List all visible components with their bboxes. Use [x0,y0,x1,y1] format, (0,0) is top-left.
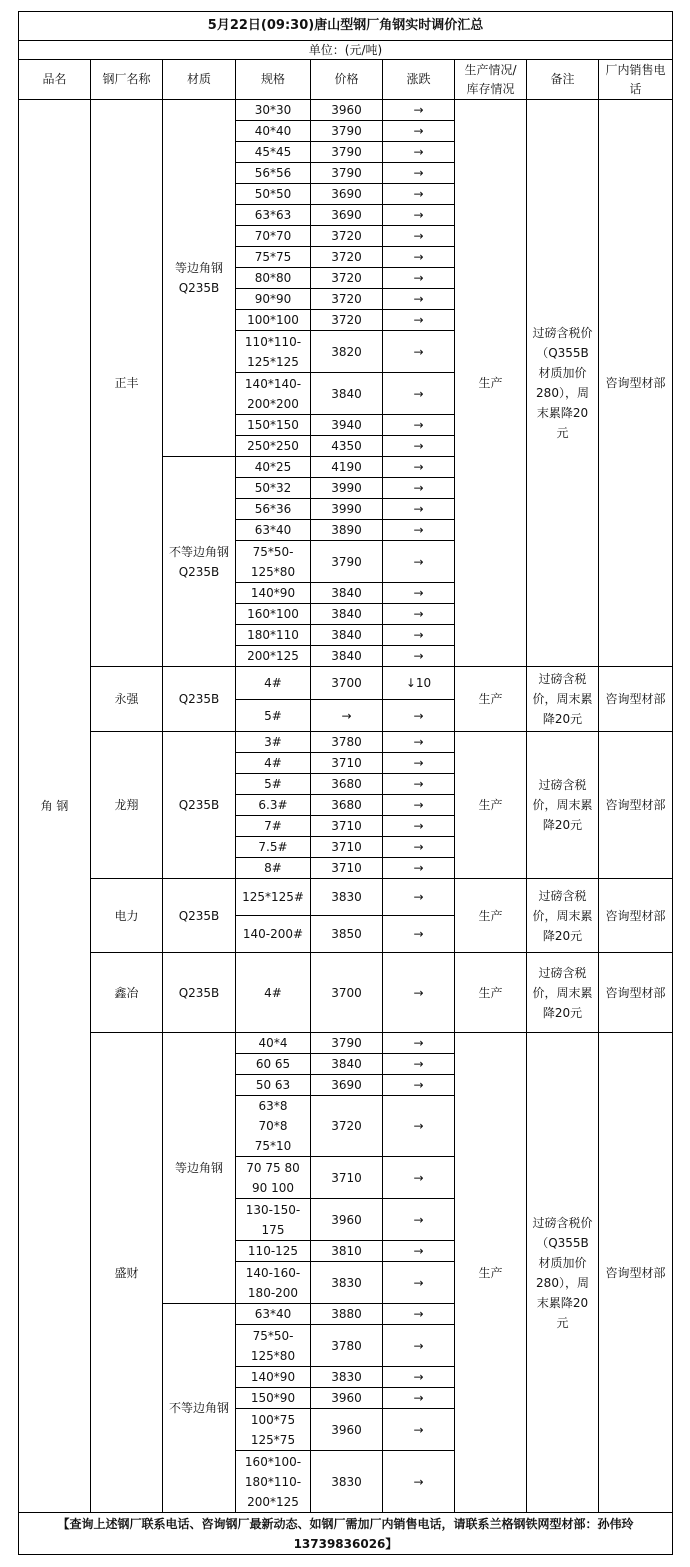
spec-cell: 140*140- 200*200 [236,373,311,415]
change-cell: → [383,1075,455,1096]
material-xinye: Q235B [163,953,236,1033]
price-cell: 4190 [311,457,383,478]
spec-cell: 40*4 [236,1033,311,1054]
change-cell: → [383,541,455,583]
remark-zhengfeng: 过磅含税价 （Q355B 材质加价 280），周 末累降20 元 [527,100,599,667]
table-row [19,879,673,916]
price-cell: 3960 [311,1409,383,1451]
price-cell: 3840 [311,1054,383,1075]
price-cell: 3790 [311,541,383,583]
material-zhengfeng-equal: 等边角钢 Q235B [163,100,236,457]
price-cell: 3710 [311,837,383,858]
price-cell: 3830 [311,1262,383,1304]
change-cell: → [383,1451,455,1513]
production-status-zhengfeng: 生产 [455,100,527,667]
change-cell: → [383,436,455,457]
mill-name-shengcai: 盛财 [91,1033,163,1513]
remark-shengcai: 过磅含税价 （Q355B 材质加价 280），周 末累降20 元 [527,1033,599,1513]
price-cell: 3830 [311,1451,383,1513]
price-cell: 3990 [311,499,383,520]
change-cell: → [383,1199,455,1241]
spec-cell: 125*125# [236,879,311,916]
price-cell: 3960 [311,100,383,121]
price-cell: 3680 [311,795,383,816]
spec-cell: 90*90 [236,289,311,310]
price-cell: 3720 [311,226,383,247]
production-status-yongqiang: 生产 [455,667,527,732]
price-cell: 3690 [311,205,383,226]
change-cell: → [383,457,455,478]
change-cell: → [383,753,455,774]
spec-cell: 100*75 125*75 [236,1409,311,1451]
spec-cell: 140*90 [236,583,311,604]
change-cell: → [383,205,455,226]
change-cell: → [383,858,455,879]
price-cell: 3780 [311,1325,383,1367]
change-cell: → [383,1096,455,1157]
price-cell: 3710 [311,753,383,774]
price-cell: 3990 [311,478,383,499]
production-status-xinye: 生产 [455,953,527,1033]
header-spec: 规格 [236,60,311,100]
header-row [19,60,673,100]
table-row [19,667,673,700]
price-cell: 3790 [311,142,383,163]
header-change: 涨跌 [383,60,455,100]
change-cell: → [383,226,455,247]
change-cell: → [383,604,455,625]
spec-cell: 50*32 [236,478,311,499]
spec-cell: 75*75 [236,247,311,268]
spec-cell: 180*110 [236,625,311,646]
change-cell: → [383,583,455,604]
change-cell: → [383,520,455,541]
spec-cell: 100*100 [236,310,311,331]
price-cell: 3780 [311,732,383,753]
change-cell: → [383,916,455,953]
spec-cell: 40*25 [236,457,311,478]
spec-cell: 140*90 [236,1367,311,1388]
change-cell: → [383,499,455,520]
table-title: 5月22日(09:30)唐山型钢厂角钢实时调价汇总 [19,12,673,41]
mill-name-yongqiang: 永强 [91,667,163,732]
spec-cell: 7# [236,816,311,837]
change-cell: → [383,184,455,205]
change-cell: → [383,1033,455,1054]
price-cell: 3690 [311,184,383,205]
mill-name-longxiang: 龙翔 [91,732,163,879]
material-dianli: Q235B [163,879,236,953]
change-cell: → [383,1388,455,1409]
price-cell: → [311,700,383,732]
spec-cell: 140-200# [236,916,311,953]
spec-cell: 7.5# [236,837,311,858]
price-cell: 3840 [311,646,383,667]
change-cell: → [383,1325,455,1367]
spec-cell: 63*40 [236,520,311,541]
change-cell: → [383,247,455,268]
spec-cell: 5# [236,700,311,732]
spec-cell: 3# [236,732,311,753]
unit-row [19,41,673,60]
production-status-dianli: 生产 [455,879,527,953]
header-phone: 厂内销售电 话 [599,60,673,100]
change-cell: → [383,1157,455,1199]
remark-dianli: 过磅含税 价，周末累 降20元 [527,879,599,953]
product-name: 角 钢 [19,100,91,1513]
table-row [19,953,673,1033]
spec-cell: 40*40 [236,121,311,142]
header-production: 生产情况/ 库存情况 [455,60,527,100]
header-remark: 备注 [527,60,599,100]
price-cell: 3790 [311,163,383,184]
change-cell: → [383,142,455,163]
remark-yongqiang: 过磅含税 价，周末累 降20元 [527,667,599,732]
header-mill: 钢厂名称 [91,60,163,100]
price-cell: 3960 [311,1388,383,1409]
price-cell: 3840 [311,625,383,646]
table-row [19,732,673,753]
change-cell: → [383,289,455,310]
price-cell: 3880 [311,1304,383,1325]
unit-label: 单位：(元/吨) [19,41,673,60]
material-zhengfeng-unequal: 不等边角钢 Q235B [163,457,236,667]
spec-cell: 8# [236,858,311,879]
sales-phone-longxiang: 咨询型材部 [599,732,673,879]
price-cell: 3890 [311,520,383,541]
material-yongqiang: Q235B [163,667,236,732]
spec-cell: 80*80 [236,268,311,289]
change-cell: → [383,373,455,415]
spec-cell: 5# [236,774,311,795]
spec-cell: 160*100 [236,604,311,625]
price-cell: 3810 [311,1241,383,1262]
price-cell: 3840 [311,583,383,604]
spec-cell: 63*40 [236,1304,311,1325]
price-cell: 4350 [311,436,383,457]
change-cell: → [383,100,455,121]
spec-cell: 75*50- 125*80 [236,1325,311,1367]
spec-cell: 4# [236,667,311,700]
change-cell: → [383,774,455,795]
mill-name-zhengfeng: 正丰 [91,100,163,667]
price-cell: 3960 [311,1199,383,1241]
change-cell: → [383,879,455,916]
change-cell: → [383,646,455,667]
change-cell: → [383,163,455,184]
price-cell: 3850 [311,916,383,953]
price-cell: 3840 [311,604,383,625]
spec-cell: 110-125 [236,1241,311,1262]
change-cell: ↓10 [383,667,455,700]
spec-cell: 110*110- 125*125 [236,331,311,373]
spec-cell: 50 63 [236,1075,311,1096]
spec-cell: 45*45 [236,142,311,163]
price-cell: 3830 [311,1367,383,1388]
mill-name-xinye: 鑫冶 [91,953,163,1033]
table-row [19,100,673,121]
spec-cell: 50*50 [236,184,311,205]
change-cell: → [383,1409,455,1451]
price-cell: 3690 [311,1075,383,1096]
spec-cell: 63*63 [236,205,311,226]
price-cell: 3710 [311,858,383,879]
change-cell: → [383,415,455,436]
spec-cell: 160*100- 180*110- 200*125 [236,1451,311,1513]
spec-cell: 4# [236,953,311,1033]
price-cell: 3710 [311,816,383,837]
price-cell: 3720 [311,247,383,268]
sales-phone-shengcai: 咨询型材部 [599,1033,673,1513]
material-longxiang: Q235B [163,732,236,879]
spec-cell: 6.3# [236,795,311,816]
price-cell: 3720 [311,310,383,331]
spec-cell: 70*70 [236,226,311,247]
spec-cell: 150*90 [236,1388,311,1409]
price-cell: 3790 [311,1033,383,1054]
price-cell: 3700 [311,953,383,1033]
remark-longxiang: 过磅含税 价，周末累 降20元 [527,732,599,879]
change-cell: → [383,1367,455,1388]
sales-phone-zhengfeng: 咨询型材部 [599,100,673,667]
change-cell: → [383,1262,455,1304]
table-body [19,12,673,1555]
sales-phone-dianli: 咨询型材部 [599,879,673,953]
change-cell: → [383,732,455,753]
spec-cell: 130-150- 175 [236,1199,311,1241]
price-table-wrapper [18,11,673,1555]
spec-cell: 4# [236,753,311,774]
spec-cell: 75*50- 125*80 [236,541,311,583]
spec-cell: 140-160- 180-200 [236,1262,311,1304]
sales-phone-yongqiang: 咨询型材部 [599,667,673,732]
change-cell: → [383,816,455,837]
change-cell: → [383,700,455,732]
spec-cell: 60 65 [236,1054,311,1075]
sales-phone-xinye: 咨询型材部 [599,953,673,1033]
change-cell: → [383,625,455,646]
spec-cell: 150*150 [236,415,311,436]
header-price: 价格 [311,60,383,100]
price-cell: 3710 [311,1157,383,1199]
mill-name-dianli: 电力 [91,879,163,953]
change-cell: → [383,953,455,1033]
change-cell: → [383,837,455,858]
price-cell: 3720 [311,1096,383,1157]
title-row [19,12,673,41]
spec-cell: 56*36 [236,499,311,520]
spec-cell: 70 75 80 90 100 [236,1157,311,1199]
footer-contact-note: 【查询上述钢厂联系电话、咨询钢厂最新动态、如钢厂需加厂内销售电话，请联系兰格钢铁网型材部：孙伟玲 13739836026】 [19,1513,673,1555]
change-cell: → [383,1241,455,1262]
production-status-shengcai: 生产 [455,1033,527,1513]
change-cell: → [383,795,455,816]
change-cell: → [383,478,455,499]
change-cell: → [383,121,455,142]
change-cell: → [383,1054,455,1075]
change-cell: → [383,268,455,289]
price-cell: 3940 [311,415,383,436]
remark-xinye: 过磅含税 价，周末累 降20元 [527,953,599,1033]
price-cell: 3720 [311,289,383,310]
material-shengcai-unequal: 不等边角钢 [163,1304,236,1513]
spec-cell: 250*250 [236,436,311,457]
table-row [19,1033,673,1054]
footer-row [19,1513,673,1555]
header-material: 材质 [163,60,236,100]
header-product: 品名 [19,60,91,100]
production-status-longxiang: 生产 [455,732,527,879]
change-cell: → [383,1304,455,1325]
angle-steel-price-table [18,11,673,1555]
change-cell: → [383,331,455,373]
price-cell: 3680 [311,774,383,795]
spec-cell: 56*56 [236,163,311,184]
price-cell: 3820 [311,331,383,373]
change-cell: → [383,310,455,331]
price-cell: 3700 [311,667,383,700]
price-cell: 3720 [311,268,383,289]
spec-cell: 200*125 [236,646,311,667]
price-cell: 3790 [311,121,383,142]
price-cell: 3840 [311,373,383,415]
spec-cell: 63*8 70*8 75*10 [236,1096,311,1157]
price-cell: 3830 [311,879,383,916]
spec-cell: 30*30 [236,100,311,121]
material-shengcai-equal: 等边角钢 [163,1033,236,1304]
